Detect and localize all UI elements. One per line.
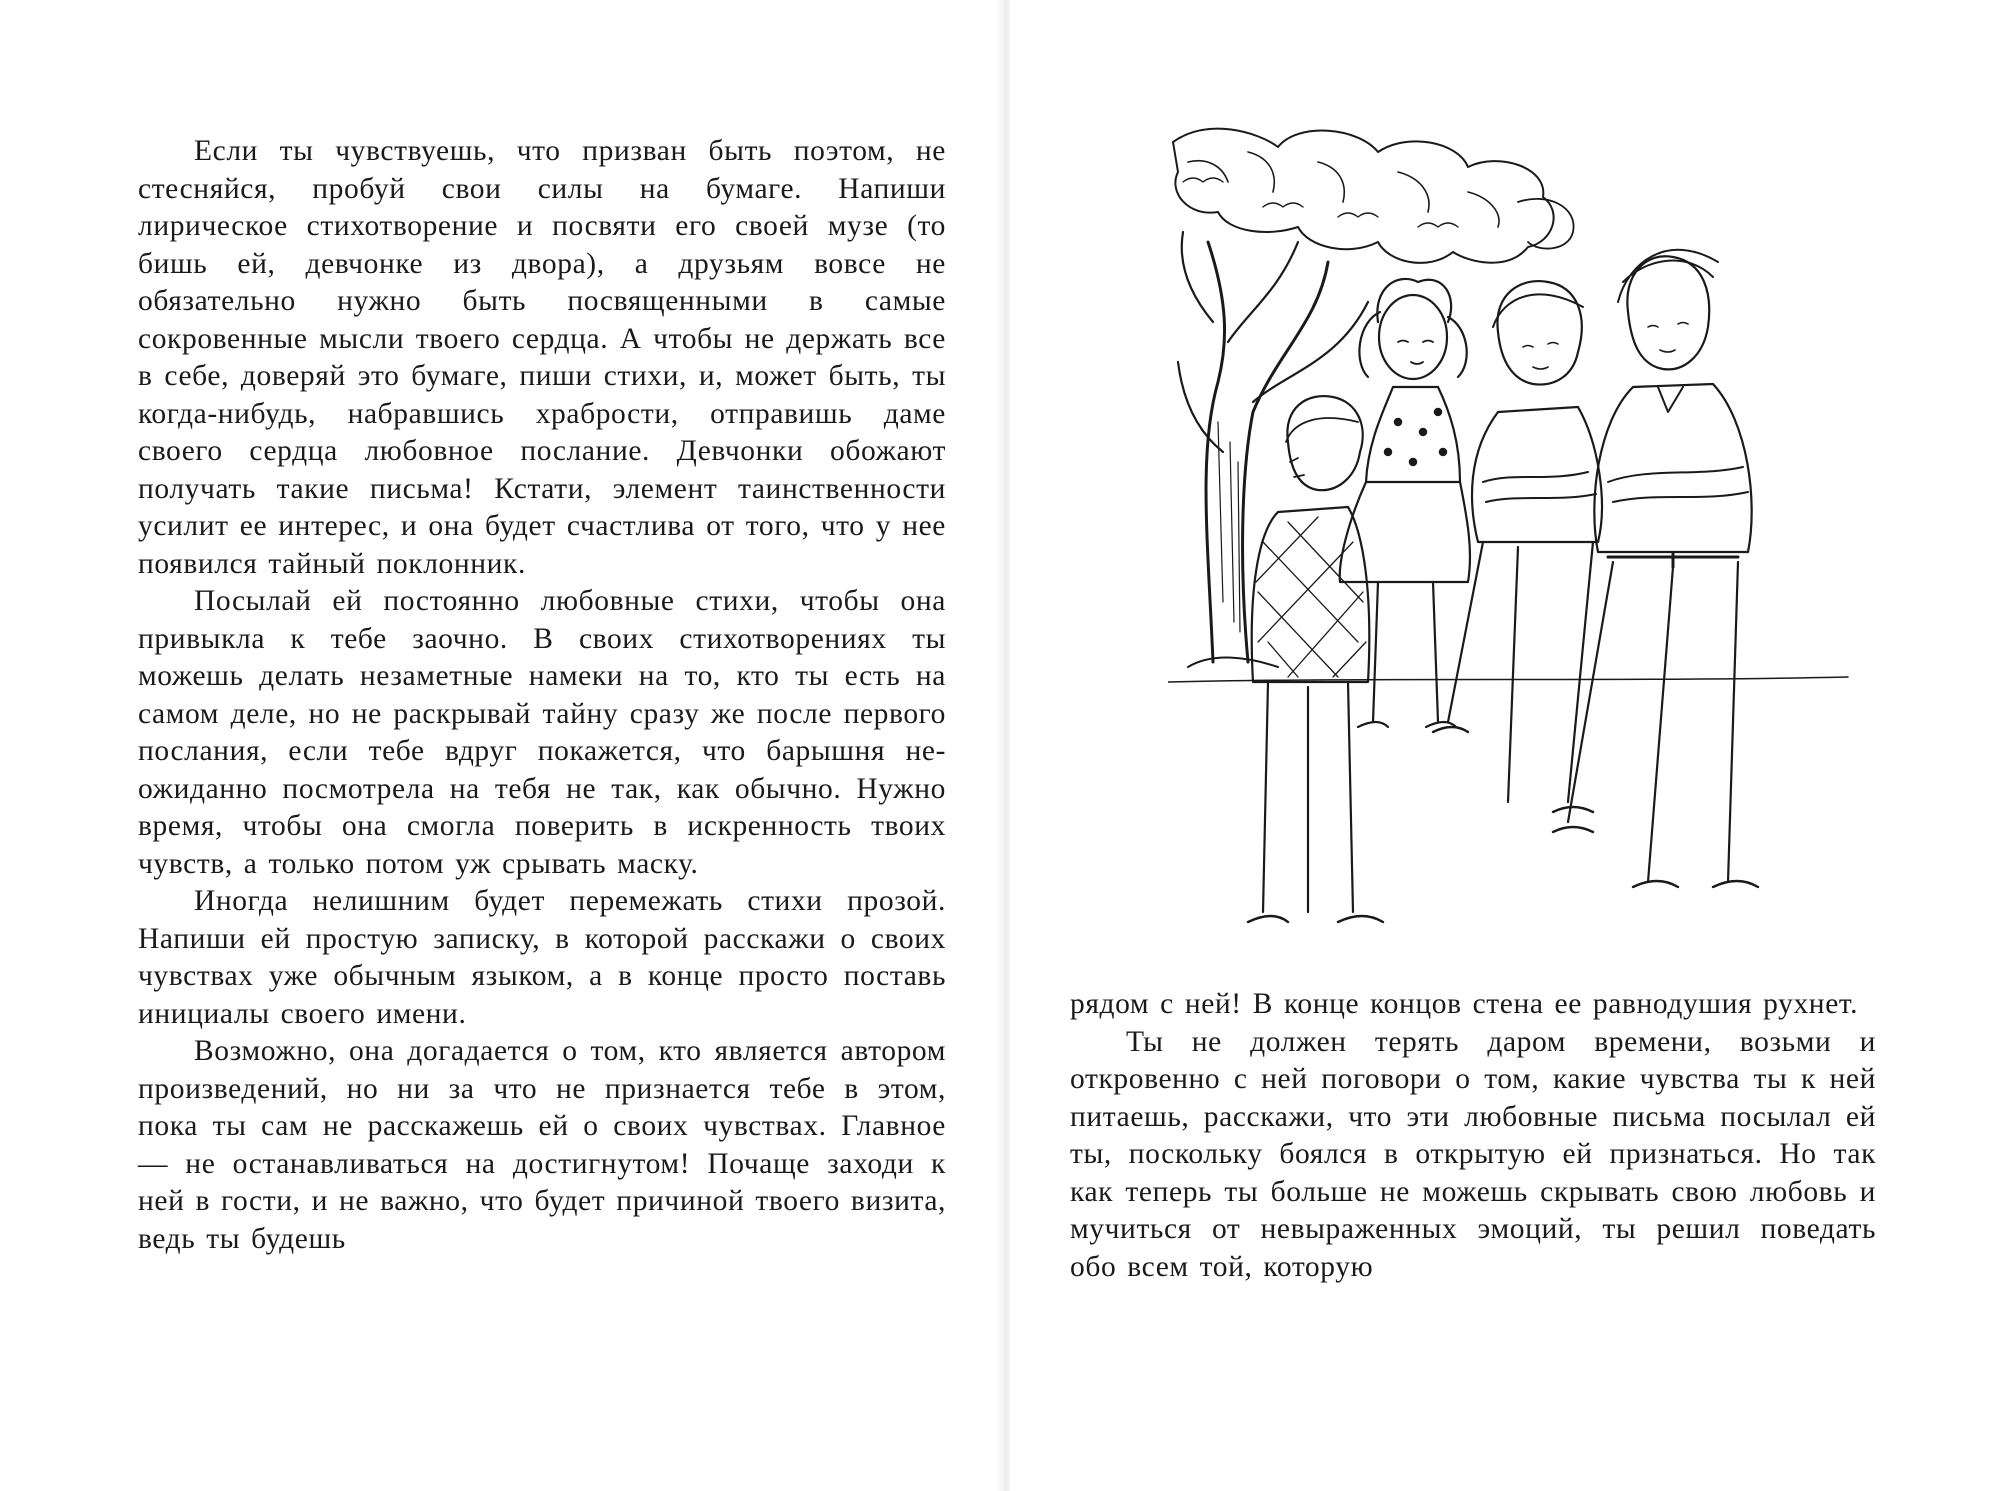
figure-boy-tall — [1553, 250, 1758, 887]
illustration-four-teenagers-under-tree — [1168, 122, 1928, 962]
left-page-text — [138, 133, 946, 1258]
paragraph: Посылай ей постоянно любовные стихи, чтобы она привыкла к тебе заочно. В своих стихотворениях ты можешь делать незаметные намеки на то, кто ты есть на самом деле, но не раскрывай тайну сразу же после первого послания, если тебе вдруг покажется, что барышня не-ожиданно посмотрела на тебя не так, как обычно. Нужно время, чтобы она смогла поверить в искренность твоих чувств, а только потом уж срывать маску. — [138, 585, 946, 880]
figure-girl — [1340, 279, 1470, 727]
figure-boy-plaid — [1248, 396, 1383, 922]
paragraph: Иногда нелишним будет перемежать стихи прозой. Напиши ей простую записку, в которой расскажи о своих чувствах уже обычным языком, а в конце просто поставь инициалы своего имени. — [138, 885, 946, 1030]
paragraph-continuation: рядом с ней! В конце концов стена ее равнодушия рухнет. — [1070, 988, 1859, 1020]
tree-trunk — [1178, 232, 1368, 667]
tree-foliage — [1173, 129, 1574, 263]
figure-boy-middle — [1433, 281, 1602, 812]
paragraph: Возможно, она догадается о том, кто является автором произведений, но ни за что не признается тебе в этом, пока ты сам не расскажешь ей о своих чувствах. Главное — не останавливаться на достигнутом! Почаще заходи к ней в гости, и не важно, что будет причиной твоего визита, ведь ты будешь — [138, 1035, 946, 1255]
right-page-text — [1070, 986, 1876, 1286]
paragraph: Ты не должен терять даром времени, возьми и откровенно с ней поговори о том, какие чувства ты к ней питаешь, расскажи, что эти любовные письма посылал ей ты, поскольку боялся в открытую ей признаться. Но так как теперь ты больше не можешь скрывать свою любовь и мучиться от невыраженных эмоций, ты решил поведать обо всем той, которую — [1070, 1025, 1876, 1283]
paragraph: Если ты чувствуешь, что призван быть поэтом, не стесняйся, пробуй свои силы на бумаге. Напиши лирическое стихотворение и посвяти его своей музе (то бишь ей, девчонке из двора), а друзьям вовсе не обязательно нужно быть посвященными в самые сокровенные мысли твоего сердца. А чтобы не держать все в себе, доверяй это бумаге, пиши стихи, и, может быть, ты когда-нибудь, набравшись храбрости, отправишь даме своего сердца любовное послание. Девчонки обожают получать такие письма! Кстати, элемент таинственности усилит ее интерес, и она будет счастлива от того, что у нее появился тайный поклонник. — [138, 135, 946, 580]
